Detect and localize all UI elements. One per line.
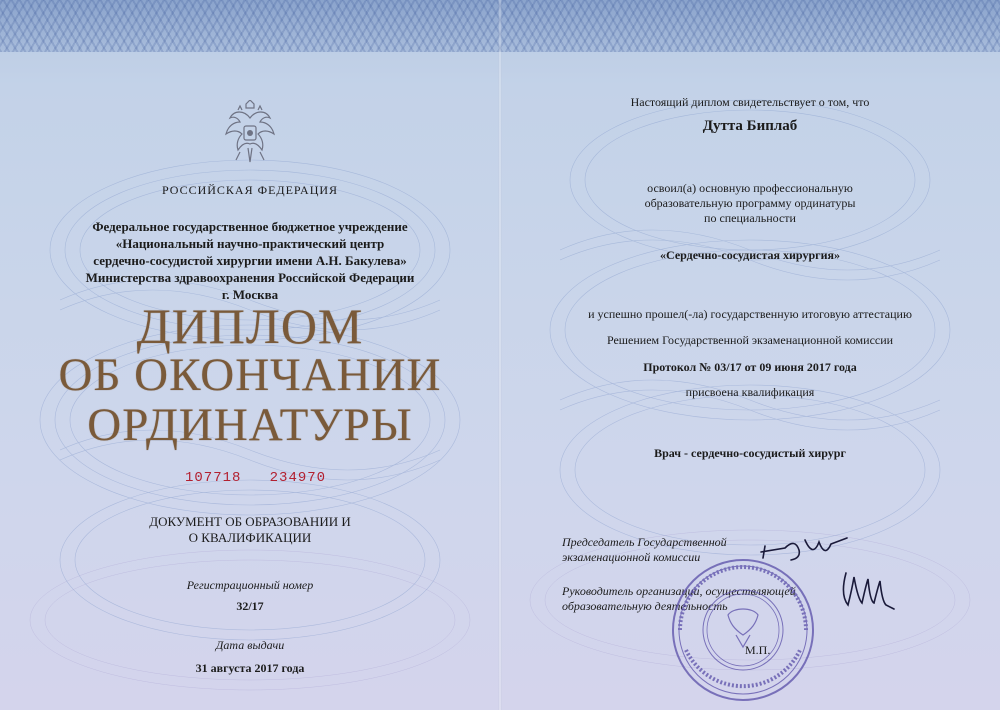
chairman-line-1: Председатель Государственной: [562, 535, 727, 549]
seal-place-mark: М.П.: [745, 643, 771, 657]
double-headed-eagle-emblem-icon: [222, 100, 278, 166]
registration-number: 32/17: [236, 599, 264, 613]
document-type-line-1: ДОКУМЕНТ ОБ ОБРАЗОВАНИИ И: [149, 514, 351, 529]
program-line-3: по специальности: [704, 211, 796, 225]
diploma-title-line-2: ОБ ОКОНЧАНИИ: [58, 349, 442, 401]
institution-line-4: Министерства здравоохранения Российской Федерации: [85, 270, 415, 285]
page-fold: [498, 0, 502, 710]
head-line-1: Руководитель организации, осуществляющей: [562, 584, 796, 598]
diploma-title-line-1: ДИПЛОМ: [136, 298, 364, 354]
qualification-label: присвоена квалификация: [685, 385, 815, 399]
head-line-2: образовательную деятельность: [562, 599, 728, 613]
chairman-signature: [755, 528, 855, 568]
institution-line-2: «Национальный научно-практический центр: [115, 236, 385, 251]
institution-line-3: сердечно-сосудистой хирургии имени А.Н. Бакулева»: [93, 253, 407, 268]
program-line-2: образовательную программу ординатуры: [644, 196, 856, 210]
institution-city: г. Москва: [221, 287, 279, 302]
serial-number-value: 234970: [269, 470, 327, 486]
serial-number: [185, 470, 335, 486]
issue-date: 31 августа 2017 года: [195, 661, 305, 675]
serial-series: 107718: [185, 470, 242, 486]
specialty: «Сердечно-сосудистая хирургия»: [660, 248, 840, 262]
official-seal-stamp: [668, 555, 818, 705]
holder-name: Дутта Биплаб: [702, 118, 798, 134]
certificate-intro: Настоящий диплом свидетельствует о том, что: [630, 95, 870, 109]
issue-date-label: Дата выдачи: [215, 638, 285, 652]
document-type-line-2: О КВАЛИФИКАЦИИ: [188, 530, 312, 545]
institution-line-1: Федеральное государственное бюджетное учреждение: [92, 219, 408, 234]
attestation-text: и успешно прошел(-ла) государственную итоговую аттестацию: [588, 307, 912, 321]
chairman-line-2: экзаменационной комиссии: [562, 550, 701, 564]
protocol-line: Протокол № 03/17 от 09 июня 2017 года: [643, 360, 857, 374]
program-line-1: освоил(а) основную профессиональную: [647, 181, 853, 195]
diploma-title-line-3: ОРДИНАТУРЫ: [87, 399, 413, 451]
commission-decision: Решением Государственной экзаменационной комиссии: [606, 333, 894, 347]
country-name: РОССИЙСКАЯ ФЕДЕРАЦИЯ: [161, 183, 339, 197]
qualification: Врач - сердечно-сосудистый хирург: [654, 446, 846, 460]
registration-label: Регистрационный номер: [186, 578, 314, 592]
head-signature: [838, 565, 898, 615]
